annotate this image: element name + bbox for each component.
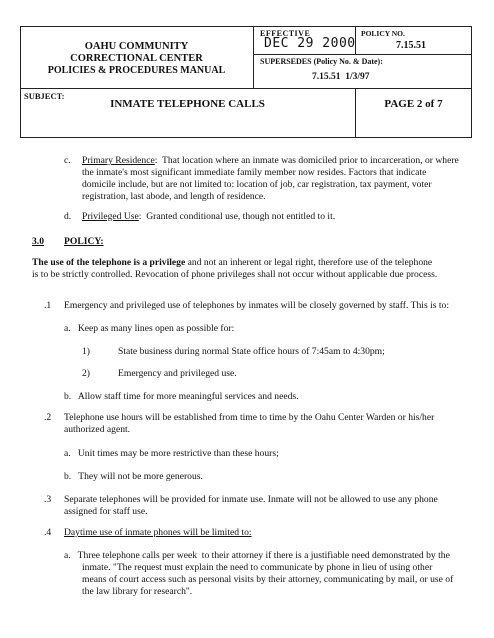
manual-title: POLICIES & PROCEDURES MANUAL <box>47 65 226 76</box>
subject-title: INMATE TELEPHONE CALLS <box>110 98 265 110</box>
item-2a: a. Unit times may be more restrictive than these hours; <box>64 448 279 459</box>
def-c-line4: registration, last abode, and length of residence. <box>82 191 266 202</box>
supersedes-label: SUPERSEDES (Policy No. & Date): <box>260 57 383 66</box>
section-heading: POLICY: <box>64 236 104 247</box>
subject-label: SUBJECT: <box>24 91 65 101</box>
item-3-line2: assigned for staff use. <box>64 506 148 517</box>
effective-date-stamp: DEC 29 2000 <box>264 36 356 51</box>
policy-no-label: POLICY NO. <box>361 29 405 38</box>
item-2-line2: authorized agent. <box>64 424 131 435</box>
item-1a1-number: 1) <box>82 346 90 357</box>
item-1a2-number: 2) <box>82 368 90 379</box>
item-1a2-text: Emergency and privileged use. <box>118 368 237 379</box>
item-2-line1: Telephone use hours will be established from time to time by the Oahu Center Warden or his/her <box>64 412 435 423</box>
def-c-line2: the inmate's most significant immediate family member now resides. Factors that indicate <box>82 167 427 178</box>
item-2-number: .2 <box>44 412 52 423</box>
item-3-number: .3 <box>44 494 52 505</box>
org-name-line2: CORRECTIONAL CENTER <box>70 53 203 64</box>
org-name-line1: OAHU COMMUNITY <box>84 41 189 52</box>
item-2b: b. They will not be more generous. <box>64 471 203 482</box>
policy-intro-line1: The use of the telephone is a privilege and not an inherent or legal right, therefore use of the telephone <box>32 257 433 268</box>
item-1-text: Emergency and privileged use of telephones by inmates will be closely governed by staff. This is to: <box>64 300 449 311</box>
def-c-line1: Primary Residence: That location where an inmate was domiciled prior to incarceration, or where <box>82 155 459 166</box>
item-4a-line2: inmate. "The request must explain the need to communicate by phone in lieu of using other <box>82 562 433 573</box>
def-d-marker: d. <box>64 211 72 222</box>
def-c-line3: domicile include, but are not limited to: location of job, car registration, tax payment, voter <box>82 179 432 190</box>
item-4a-line4: the law library for research". <box>82 586 193 597</box>
def-d-line: Privileged Use: Granted conditional use, though not entitled to it. <box>82 211 336 222</box>
def-d-term: Privileged Use <box>82 211 139 222</box>
item-4a-line3: means of court access such as personal visits by their attorney, communicating by mail, or use of <box>82 574 454 585</box>
item-4-number: .4 <box>44 527 52 538</box>
supersedes-value: 7.15.51 1/3/97 <box>312 72 370 82</box>
item-1a1-text: State business during normal State office hours of 7:45am to 4:30pm; <box>118 346 385 357</box>
item-1a: a. Keep as many lines open as possible for: <box>64 323 235 334</box>
item-3-line1: Separate telephones will be provided for inmate use. Inmate will not be allowed to use any phone <box>64 494 438 505</box>
section-number: 3.0 <box>32 236 44 247</box>
item-4a-line1: a. Three telephone calls per week to their attorney if there is a justifiable need demonstrated by the <box>64 550 450 561</box>
def-c-marker: c. <box>64 155 71 166</box>
item-1-number: .1 <box>44 300 52 311</box>
policy-intro-line2: is to be strictly controlled. Revocation of phone privileges shall not occur without applicable due process. <box>32 269 438 280</box>
policy-number: 7.15.51 <box>396 40 426 51</box>
effective-label: EFFECTIVE <box>260 29 311 38</box>
item-4-text: Daytime use of inmate phones will be limited to: <box>64 527 252 538</box>
def-c-term: Primary Residence <box>82 155 155 166</box>
document-header <box>20 26 472 138</box>
page-number: PAGE 2 of 7 <box>384 98 443 110</box>
policy-intro-bold: The use of the telephone is a privilege <box>32 257 186 268</box>
item-1b: b. Allow staff time for more meaningful services and needs. <box>64 391 299 402</box>
